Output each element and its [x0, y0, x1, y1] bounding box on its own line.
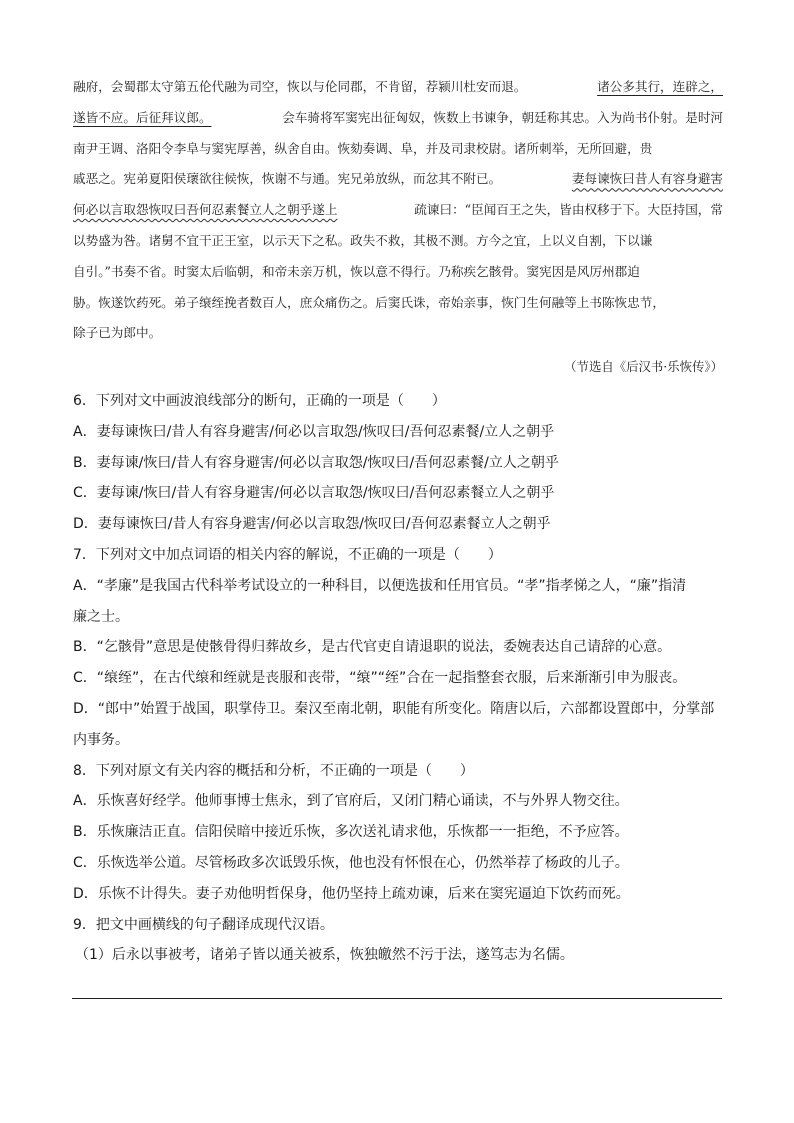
- passage-text: 会车骑将军窦宪出征匈奴，恢数上书谏争，朝廷称其忠。入为尚书仆射。是时河: [282, 109, 723, 125]
- question-7-stem: 7．下列对文中加点词语的相关内容的解说，不正确的一项是（ ）: [73, 546, 502, 563]
- underlined-sentence: 诸公多其行，连辟之，: [597, 79, 723, 94]
- question-9-stem: 9．把文中画横线的句子翻译成现代汉语。: [73, 916, 334, 933]
- question-8-option-d: D．乐恢不计得失。妻子劝他明哲保身，他仍坚持上疏劝谏，后来在窦宪逼迫下饮药而死。: [73, 885, 630, 902]
- passage-source: （节选自《后汉书·乐恢传》）: [564, 359, 723, 374]
- passage-text: 融府，会蜀郡太守第五伦代融为司空，恢以与伦同郡，不肯留，荐颍川杜安而退。: [73, 79, 527, 94]
- question-6-option-b: B．妻每谏/恢曰/昔人有容身避害/何必以言取怨/恢叹曰/吾何忍素餐/立人之朝乎: [73, 454, 559, 471]
- passage-line-5: [73, 195, 723, 226]
- passage-text: 胁。恢遂饮药死。弟子缞绖挽者数百人，庶众痛伤之。后窦氏诛，帝始亲事，恢门生何融等上书陈恢忠节，: [73, 294, 665, 310]
- passage-line-1: [73, 72, 723, 103]
- passage-line-8: [73, 288, 723, 319]
- passage-text: 戚恶之。宪弟夏阳侯瓌欲往候恢，恢谢不与通。宪兄弟放纵，而忿其不附已。: [73, 171, 502, 187]
- question-6-option-a: A．妻每谏恢曰/昔人有容身避害/何必以言取怨/恢叹曰/吾何忍素餐/立人之朝乎: [73, 423, 555, 440]
- passage-line-4: [73, 164, 723, 195]
- question-6-stem: 6．下列对文中画波浪线部分的断句，正确的一项是（ ）: [73, 393, 446, 409]
- passage-line-7: [73, 257, 723, 288]
- passage-text: 除子已为郎中。: [73, 325, 162, 341]
- question-6-option-d: D．妻每谏恢曰/昔人有容身避害/何必以言取怨/恢叹曰/吾何忍素餐立人之朝乎: [73, 516, 551, 533]
- question-7-option-b: B．“乞骸骨”意思是使骸骨得归葬故乡，是古代官吏自请退职的说法，委婉表达自己请辞的心意。: [73, 639, 672, 656]
- question-8-stem: 8．下列对原文有关内容的概括和分析，不正确的一项是（ ）: [73, 762, 474, 779]
- passage-text: 自引。”书奏不省。时窦太后临朝，和帝未亲万机，恢以意不得行。乃称疾乞骸骨。窦宪因是风厉州郡迫: [73, 263, 640, 279]
- wavy-underlined-sentence: 妻每谏恢曰昔人有容身避害: [571, 171, 723, 187]
- question-8-option-c: C．乐恢选举公道。尽管杨政多次诋毁乐恢，他也没有怀恨在心，仍然举荐了杨政的儿子。: [73, 854, 629, 871]
- passage-text: 以势盛为咎。诸舅不宜干正王室，以示天下之私。政失不救，其极不测。方今之宜，上以义自割，下以谦: [73, 232, 653, 248]
- question-7-option-d-cont: 内事务。: [73, 731, 129, 748]
- passage-line-9: [73, 318, 723, 349]
- answer-line[interactable]: [72, 998, 722, 999]
- question-8-option-a: A．乐恢喜好经学。他师事博士焦永，到了官府后，又闭门精心诵读，不与外界人物交往。: [73, 793, 629, 810]
- question-7-option-a: A．“孝廉”是我国古代科举考试设立的一种科目，以便选拔和任用官员。“孝”指孝悌之人，“廉”指清: [73, 577, 687, 594]
- question-7-option-a-cont: 廉之士。: [73, 608, 129, 625]
- question-8-option-b: B．乐恢廉洁正直。信阳侯暗中接近乐恢，多次送礼请求他，乐恢都一一拒绝，不予应答。: [73, 824, 629, 841]
- passage-text: 南尹王调、洛阳令李阜与窦宪厚善，纵舍自由。恢劾奏调、阜，并及司隶校尉。诸所刺举，无所回避，贵: [73, 140, 653, 156]
- classical-passage: [73, 72, 723, 349]
- passage-text: 疏谏曰：“臣闻百王之失，皆由权移于下。大臣持国，常: [414, 202, 723, 218]
- question-9-sub-1: （1）后永以事被考，诸弟子皆以通关被系，恢独皦然不污于法，遂笃志为名儒。: [75, 947, 574, 964]
- passage-line-2: [73, 103, 723, 134]
- underlined-sentence: 遂皆不应。后征拜议郎。: [73, 109, 212, 125]
- wavy-underlined-sentence: 何必以言取怨恢叹曰吾何忍素餐立人之朝乎遂上: [73, 202, 338, 218]
- question-6-option-c: C．妻每谏/恢曰/昔人有容身避害/何必以言取怨/恢叹曰/吾何忍素餐立人之朝乎: [73, 485, 555, 502]
- question-7-option-d: D．“郎中”始置于战国，职掌侍卫。秦汉至南北朝，职能有所变化。隋唐以后，六部都设置郎中，分掌部: [73, 700, 715, 717]
- passage-line-6: [73, 226, 723, 257]
- question-list: [73, 386, 723, 971]
- passage-line-3: [73, 134, 723, 165]
- question-7-option-c: C．“缞绖”，在古代缞和绖就是丧服和丧带，“缞”“绖”合在一起指整套衣服，后来渐渐引申为服丧。: [73, 670, 687, 687]
